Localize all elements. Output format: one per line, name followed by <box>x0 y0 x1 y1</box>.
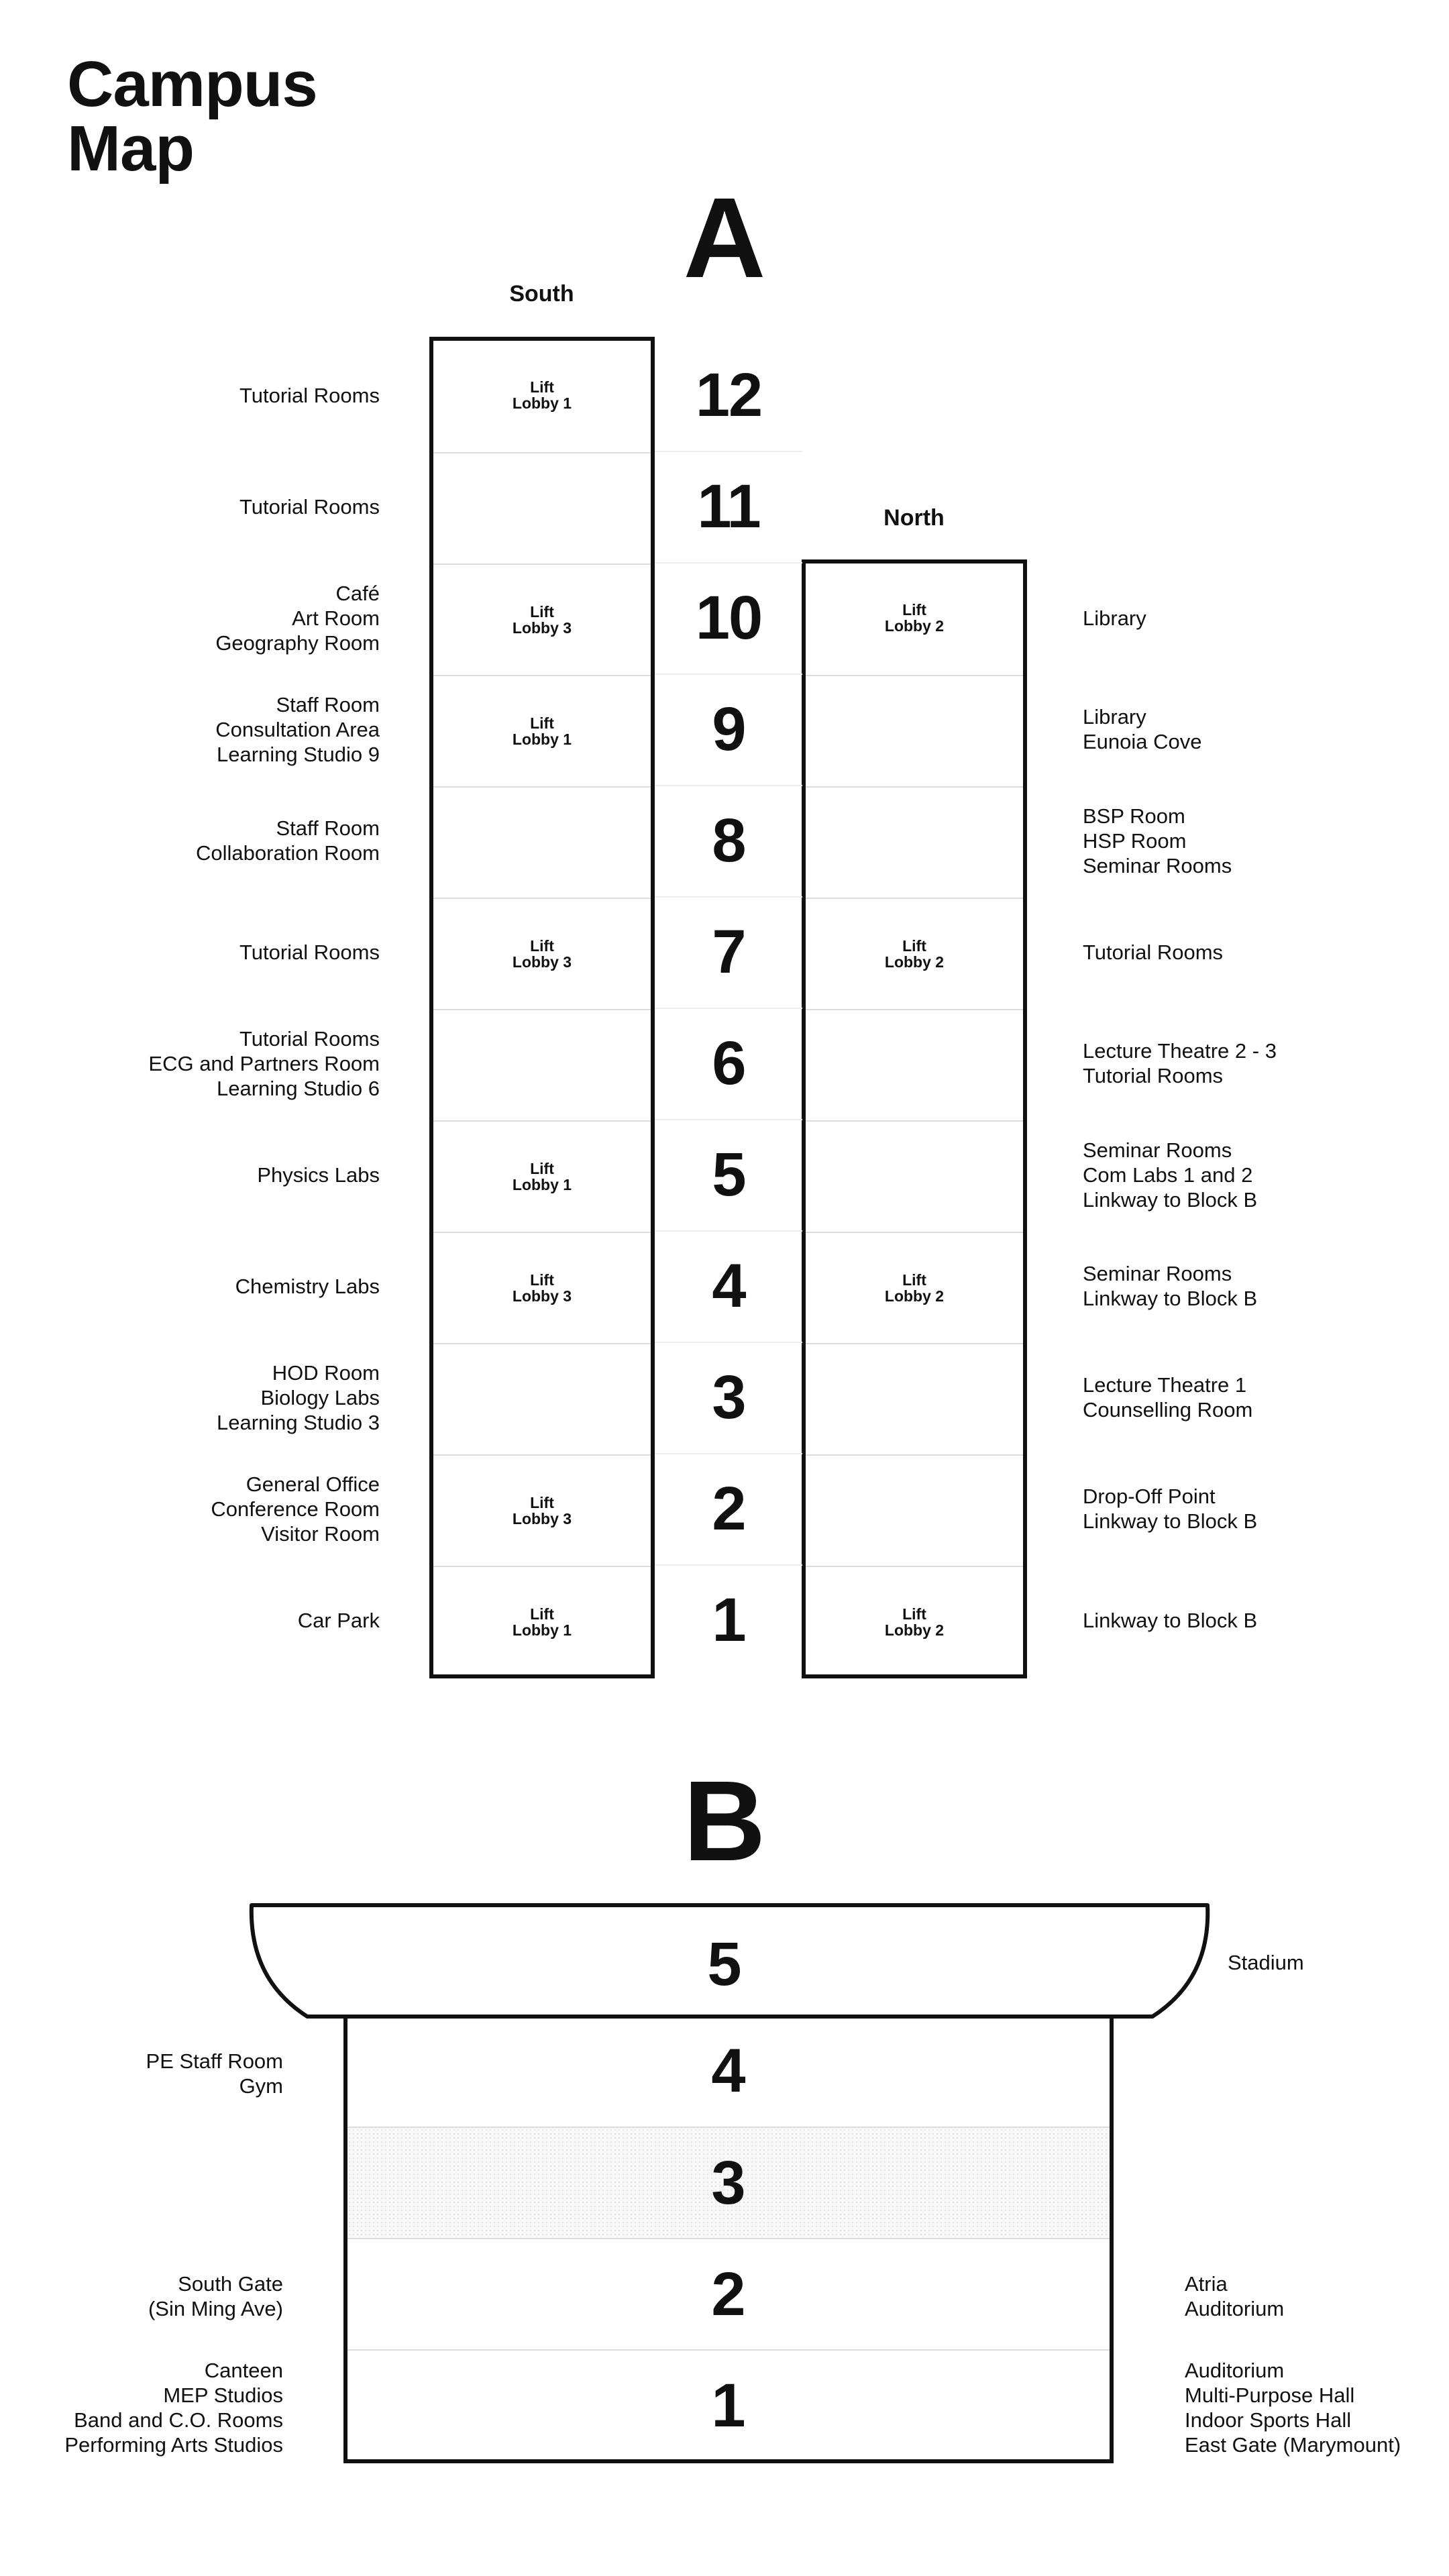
room-label-group <box>1083 1119 1257 1230</box>
south-floor-cell <box>433 898 651 1009</box>
south-floor-cell <box>433 675 651 786</box>
room-label-group <box>148 1008 380 1119</box>
room-label-group <box>239 339 380 451</box>
room-label-group <box>211 1453 380 1564</box>
north-wing-tower <box>802 559 1027 1678</box>
block-b-floor-number: 4 <box>711 2036 746 2105</box>
room-label: Lecture Theatre 2 - 3 <box>1083 1039 1277 1063</box>
lift-lobby-label: Lift Lobby 3 <box>512 937 572 971</box>
room-label-group <box>1083 1230 1257 1342</box>
room-label-group <box>146 2018 283 2129</box>
room-label: Learning Studio 6 <box>216 1076 380 1100</box>
lift-lobby-label: Lift Lobby 1 <box>512 1160 572 1193</box>
room-label: Linkway to Block B <box>1083 1608 1258 1632</box>
lift-lobby-label: Lift Lobby 1 <box>512 378 572 412</box>
block-b-heading: B <box>683 1758 766 1885</box>
room-label: Atria <box>1185 2272 1228 2296</box>
floor-divider <box>655 1119 802 1120</box>
room-label: Stadium <box>1228 1950 1304 1974</box>
lift-lobby-label: Lift Lobby 2 <box>884 601 945 635</box>
north-floor-cell <box>806 1009 1023 1120</box>
room-label-group <box>257 1119 380 1230</box>
floor-divider <box>655 1453 802 1454</box>
room-label: Seminar Rooms <box>1083 1138 1232 1162</box>
south-floor-cell <box>433 1120 651 1232</box>
room-label: Staff Room <box>276 692 380 716</box>
south-floor-cell <box>433 1566 651 1677</box>
room-label-group <box>215 674 380 785</box>
floor-number: 1 <box>712 1585 745 1654</box>
room-label: Café <box>335 581 380 605</box>
room-label: Seminar Rooms <box>1083 1262 1232 1285</box>
room-label-group <box>1228 1907 1304 2018</box>
south-floor-cell <box>433 1232 651 1343</box>
room-label: Linkway to Block B <box>1083 1287 1258 1310</box>
floor-number: 12 <box>695 360 762 429</box>
room-label: Eunoia Cove <box>1083 730 1202 753</box>
floor-number: 6 <box>712 1028 745 1097</box>
floor-divider <box>655 451 802 452</box>
room-label: South Gate <box>178 2272 283 2296</box>
lift-lobby-label: Lift Lobby 2 <box>884 1271 945 1305</box>
room-label: Learning Studio 9 <box>216 742 380 766</box>
room-label: HOD Room <box>272 1360 380 1385</box>
room-label: Lecture Theatre 1 <box>1083 1373 1247 1397</box>
block-b-building <box>343 2015 1114 2463</box>
south-wing-tower <box>429 337 655 1678</box>
south-floor-cell <box>433 1009 651 1120</box>
room-label: Gym <box>239 2074 283 2098</box>
room-label: Tutorial Rooms <box>239 1026 380 1051</box>
floor-divider <box>655 1008 802 1009</box>
floor-number: 4 <box>712 1251 745 1320</box>
block-b-floor-number: 5 <box>707 1929 742 1998</box>
lift-lobby-label: Lift Lobby 3 <box>512 603 572 637</box>
room-label: Library <box>1083 606 1146 630</box>
block-b-floor-number: 1 <box>711 2371 746 2440</box>
room-label: ECG and Partners Room <box>148 1051 380 1075</box>
room-label: Physics Labs <box>257 1163 380 1187</box>
room-label-group <box>1083 1453 1257 1564</box>
floor-divider <box>655 1342 802 1343</box>
room-label-group <box>1083 896 1223 1008</box>
room-label: Collaboration Room <box>196 841 380 865</box>
north-floor-cell <box>806 1120 1023 1232</box>
lift-lobby-label: Lift Lobby 3 <box>512 1271 572 1305</box>
floor-number: 9 <box>712 694 745 763</box>
room-label-group <box>298 1564 380 1676</box>
room-label: Learning Studio 3 <box>216 1410 380 1434</box>
lift-lobby-label: Lift Lobby 2 <box>884 937 945 971</box>
room-label-group <box>1083 562 1146 674</box>
room-label: Band and C.O. Rooms <box>74 2408 283 2432</box>
room-label: Library <box>1083 705 1146 729</box>
north-floor-cell <box>806 1343 1023 1454</box>
room-label-group <box>1083 1342 1252 1453</box>
room-label: MEP Studios <box>163 2383 283 2407</box>
room-label-group <box>1083 674 1202 785</box>
room-label: Car Park <box>297 1608 380 1632</box>
page-title: Campus Map <box>67 48 317 184</box>
north-floor-cell <box>806 675 1023 786</box>
room-label: Indoor Sports Hall <box>1185 2408 1352 2432</box>
north-wing-heading: North <box>883 505 945 531</box>
floor-divider <box>655 1230 802 1232</box>
room-label-group <box>215 562 380 674</box>
room-label: Drop-Off Point <box>1083 1485 1216 1508</box>
north-floor-cell <box>806 898 1023 1009</box>
room-label-group <box>1083 1008 1277 1119</box>
room-label: Geography Room <box>215 631 380 655</box>
room-label: Auditorium <box>1185 2297 1285 2320</box>
room-label: Chemistry Labs <box>235 1274 380 1298</box>
south-floor-cell <box>433 786 651 898</box>
north-floor-cell <box>806 564 1023 672</box>
floor-divider <box>655 1564 802 1566</box>
room-label-group <box>239 896 380 1008</box>
room-label: Seminar Rooms <box>1083 853 1232 877</box>
room-label: HSP Room <box>1083 828 1187 853</box>
floor-number: 2 <box>712 1474 745 1543</box>
block-b-floor-number: 2 <box>711 2259 746 2328</box>
floor-number: 3 <box>712 1362 745 1432</box>
lift-lobby-label: Lift Lobby 1 <box>512 1605 572 1639</box>
room-label: Performing Arts Studios <box>64 2433 283 2457</box>
floor-number: 10 <box>695 583 762 652</box>
room-label-group <box>196 785 380 896</box>
lift-lobby-label: Lift Lobby 1 <box>512 714 572 748</box>
block-b-floor <box>347 2238 1110 2349</box>
floor-number: 7 <box>712 917 745 986</box>
room-label: Tutorial Rooms <box>239 383 380 407</box>
room-label: General Office <box>246 1472 380 1496</box>
room-label: PE Staff Room <box>146 2049 283 2073</box>
room-label: Visitor Room <box>261 1521 380 1546</box>
floor-number: 11 <box>697 472 760 541</box>
south-floor-cell <box>433 452 651 564</box>
room-label: (Sin Ming Ave) <box>148 2297 283 2320</box>
room-label: Com Labs 1 and 2 <box>1083 1163 1253 1187</box>
block-b-floor <box>347 2127 1110 2238</box>
room-label: Conference Room <box>211 1497 380 1521</box>
south-floor-cell <box>433 1454 651 1566</box>
room-label: East Gate (Marymount) <box>1185 2433 1401 2457</box>
room-label-group <box>217 1342 380 1453</box>
room-label: Tutorial Rooms <box>239 494 380 519</box>
room-label-group <box>1083 785 1232 896</box>
floor-number: 5 <box>712 1140 745 1209</box>
room-label-group <box>1185 2241 1284 2352</box>
south-wing-heading: South <box>509 281 574 307</box>
floor-divider <box>655 785 802 786</box>
south-floor-cell <box>433 564 651 675</box>
north-floor-cell <box>806 786 1023 898</box>
south-floor-cell <box>433 1343 651 1454</box>
room-label: Consultation Area <box>215 717 380 741</box>
room-label: Staff Room <box>276 816 380 840</box>
floor-divider <box>655 896 802 898</box>
room-label-group <box>1083 1564 1257 1676</box>
floor-divider <box>655 674 802 675</box>
room-label: Auditorium <box>1185 2359 1285 2382</box>
room-label: Tutorial Rooms <box>239 940 380 964</box>
room-label-group <box>235 1230 380 1342</box>
floor-number: 8 <box>712 806 745 875</box>
lift-lobby-label: Lift Lobby 2 <box>884 1605 945 1639</box>
block-b-floor-number: 3 <box>711 2148 746 2217</box>
room-label: Tutorial Rooms <box>1083 940 1224 964</box>
block-a-heading: A <box>683 174 766 302</box>
room-label-group <box>64 2352 283 2463</box>
room-label-group <box>239 451 380 562</box>
block-b-floor <box>347 2349 1110 2461</box>
room-label-group <box>148 2241 283 2352</box>
room-label: Linkway to Block B <box>1083 1509 1258 1533</box>
room-label: BSP Room <box>1083 804 1185 828</box>
north-floor-cell <box>806 1232 1023 1343</box>
north-floor-cell <box>806 1566 1023 1677</box>
room-label: Canteen <box>204 2359 283 2382</box>
room-label-group <box>1185 2352 1401 2463</box>
floor-divider <box>655 562 802 564</box>
room-label: Art Room <box>292 606 380 630</box>
north-floor-cell <box>806 1454 1023 1566</box>
room-label: Counselling Room <box>1083 1398 1253 1421</box>
room-label: Multi-Purpose Hall <box>1185 2383 1355 2407</box>
room-label: Tutorial Rooms <box>1083 1064 1224 1087</box>
room-label: Linkway to Block B <box>1083 1187 1258 1212</box>
block-b-floor <box>347 2015 1110 2127</box>
south-floor-cell <box>433 341 651 449</box>
lift-lobby-label: Lift Lobby 3 <box>512 1494 572 1527</box>
room-label: Biology Labs <box>260 1385 380 1409</box>
